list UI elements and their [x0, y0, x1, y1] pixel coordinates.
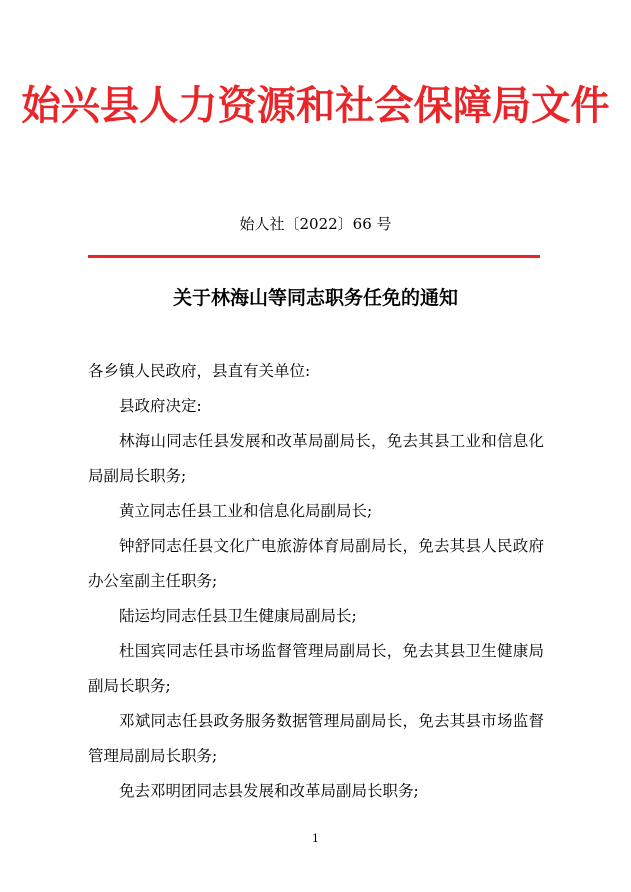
agency-header-title: 始兴县人力资源和社会保障局文件 — [21, 82, 610, 129]
body-paragraph: 林海山同志任县发展和改革局副局长，免去其县工业和信息化局副局长职务; — [88, 432, 544, 485]
body-paragraph: 杜国宾同志任县市场监督管理局副局长，免去其县卫生健康局副局长职务; — [88, 642, 544, 695]
document-number: 始人社〔2022〕66 号 — [239, 215, 392, 233]
body-paragraph: 黄立同志任县工业和信息化局副局长; — [119, 502, 373, 520]
page-number: 1 — [312, 832, 319, 845]
notice-title: 关于林海山等同志职务任免的通知 — [172, 287, 458, 309]
body-paragraph: 免去邓明团同志县发展和改革局副局长职务; — [119, 782, 419, 800]
body-paragraph: 陆运均同志任县卫生健康局副局长; — [119, 607, 357, 625]
salutation: 各乡镇人民政府，县直有关单位: — [88, 362, 311, 380]
body-paragraph: 县政府决定: — [119, 397, 202, 415]
body-paragraph: 钟舒同志任县文化广电旅游体育局副局长，免去其县人民政府办公室副主任职务; — [88, 537, 544, 590]
document-body — [88, 354, 544, 809]
red-divider-line — [88, 255, 540, 258]
body-paragraph: 邓斌同志任县政务服务数据管理局副局长，免去其县市场监督管理局副局长职务; — [88, 712, 544, 765]
